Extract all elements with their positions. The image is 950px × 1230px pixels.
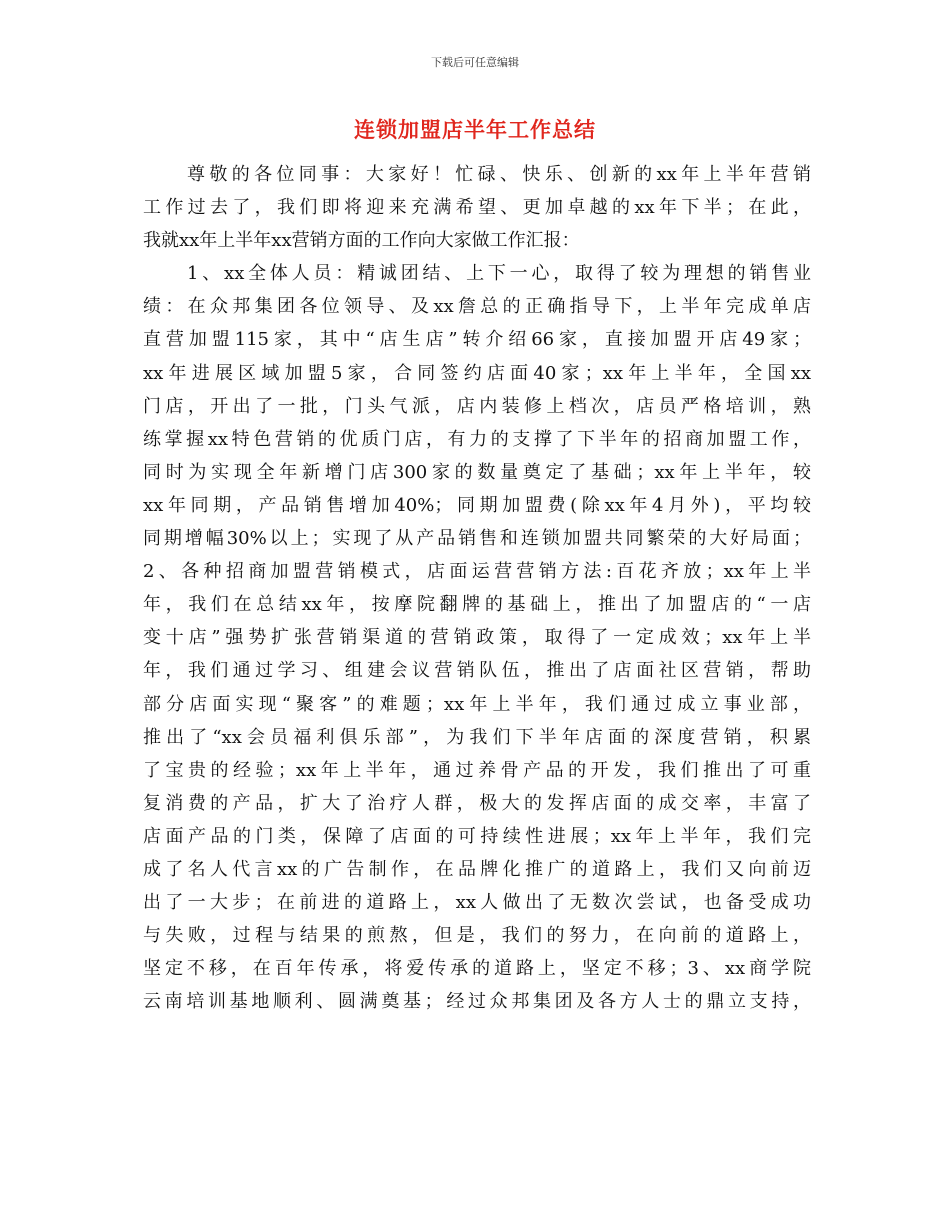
body-line: 年，我们通过学习、组建会议营销队伍，推出了店面社区营销，帮助 <box>143 660 811 682</box>
body-line: 练掌握xx特色营销的优质门店，有力的支撑了下半年的招商加盟工作， <box>143 428 811 450</box>
body-line: 成了名人代言xx的广告制作，在品牌化推广的道路上，我们又向前迈 <box>143 858 811 880</box>
body-line: 我就xx年上半年xx营销方面的工作向大家做工作汇报： <box>143 230 580 252</box>
body-line: 年，我们在总结xx年，按摩院翻牌的基础上，推出了加盟店的“一店 <box>143 594 811 616</box>
body-line: 绩：在众邦集团各位领导、及xx詹总的正确指导下，上半年完成单店 <box>143 296 811 318</box>
body-line: 出了一大步；在前进的道路上，xx人做出了无数次尝试，也备受成功 <box>143 892 811 914</box>
body-line: 坚定不移，在百年传承，将爱传承的道路上，坚定不移；3、xx商学院 <box>143 958 811 980</box>
body-line: xx年同期，产品销售增加40%；同期加盟费(除xx年4月外)，平均较 <box>143 494 811 516</box>
body-line: 了宝贵的经验；xx年上半年，通过养骨产品的开发，我们推出了可重 <box>143 759 811 781</box>
body-line: 推出了“xx会员福利俱乐部”，为我们下半年店面的深度营销，积累 <box>143 726 811 748</box>
body-line: 门店，开出了一批，门头气派，店内装修上档次，店员严格培训，熟 <box>143 395 811 417</box>
body-line: 同时为实现全年新增门店300家的数量奠定了基础；xx年上半年，较 <box>143 461 812 483</box>
header-note: 下载后可任意编辑 <box>431 56 519 69</box>
body-line: 同期增幅30%以上；实现了从产品销售和连锁加盟共同繁荣的大好局面； <box>143 528 811 550</box>
body-line: 尊敬的各位同事：大家好！忙碌、快乐、创新的xx年上半年营销 <box>187 164 811 185</box>
body-line: xx年进展区域加盟5家，合同签约店面40家；xx年上半年，全国xx <box>143 362 811 384</box>
body-line: 复消费的产品，扩大了治疗人群，极大的发挥店面的成交率，丰富了 <box>143 792 811 814</box>
document-title: 连锁加盟店半年工作总结 <box>354 118 596 142</box>
body-line: 1、xx全体人员：精诚团结、上下一心，取得了较为理想的销售业 <box>187 263 811 285</box>
body-line: 店面产品的门类，保障了店面的可持续性进展；xx年上半年，我们完 <box>143 825 811 847</box>
body-line: 部分店面实现“聚客”的难题；xx年上半年，我们通过成立事业部， <box>143 693 811 715</box>
body-line: 与失败，过程与结果的煎熬，但是，我们的努力，在向前的道路上， <box>143 925 811 947</box>
body-line: 云南培训基地顺利、圆满奠基；经过众邦集团及各方人士的鼎立支持， <box>143 991 811 1013</box>
body-line: 变十店”强势扩张营销渠道的营销政策，取得了一定成效；xx年上半 <box>143 627 811 649</box>
body-line: 工作过去了，我们即将迎来充满希望、更加卓越的xx年下半；在此， <box>143 197 811 219</box>
body-line: 直营加盟115家，其中“店生店”转介绍66家，直接加盟开店49家； <box>143 329 811 351</box>
document-body <box>143 158 811 1018</box>
body-line: 2、各种招商加盟营销模式，店面运营营销方法:百花齐放；xx年上半 <box>143 561 811 583</box>
